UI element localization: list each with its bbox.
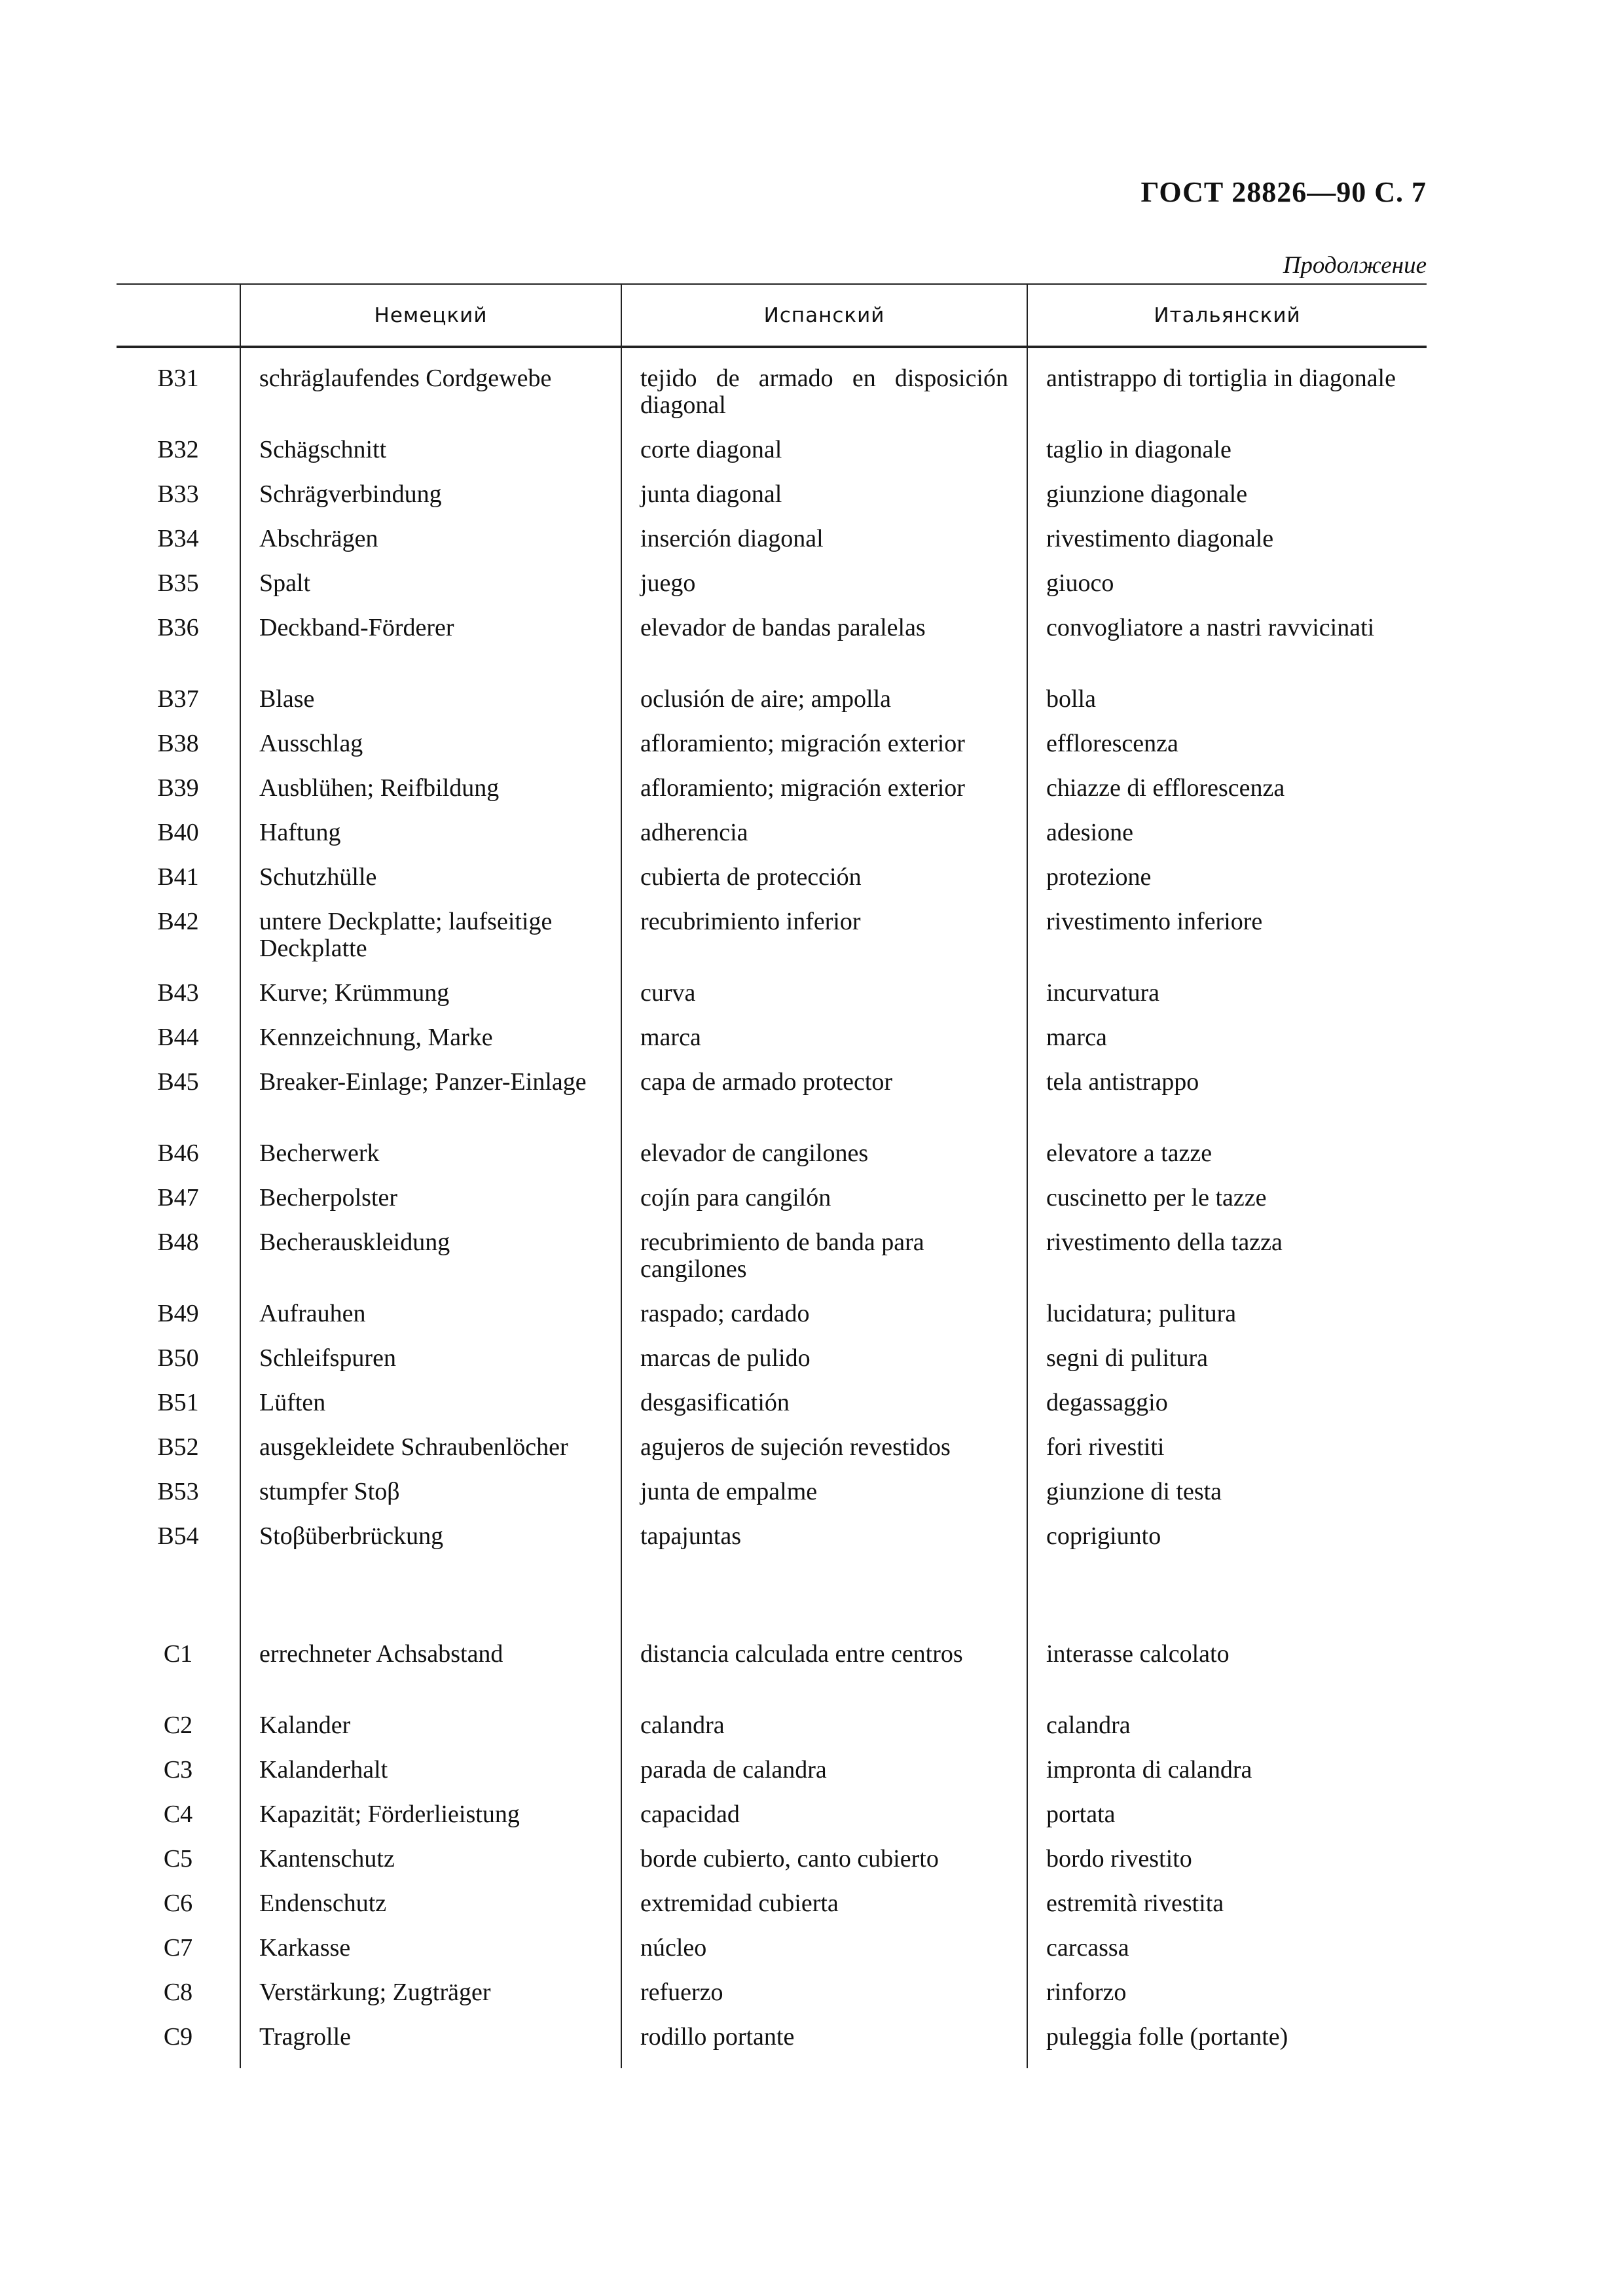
term-spanish: curva (621, 980, 1027, 1024)
term-german: untere Deckplatte; laufseitige Deckplatte (240, 908, 621, 980)
term-italian: bolla (1027, 686, 1427, 730)
table-header-row (117, 284, 1427, 347)
term-italian: interasse calcolato (1027, 1641, 1427, 1712)
table-row (117, 1846, 1427, 1890)
term-italian: rivestimento inferiore (1027, 908, 1427, 980)
table-row (117, 775, 1427, 819)
term-spanish: borde cubierto, canto cubierto (621, 1846, 1027, 1890)
term-code: B32 (157, 436, 199, 463)
term-spanish: junta diagonal (621, 481, 1027, 526)
term-code: B53 (157, 1478, 199, 1505)
table-row (117, 1801, 1427, 1846)
term-code: C1 (163, 1640, 193, 1668)
term-spanish: marcas de pulido (621, 1345, 1027, 1390)
term-italian: bordo rivestito (1027, 1846, 1427, 1890)
term-code: C7 (163, 1934, 193, 1962)
term-spanish: distancia calculada entre centros (621, 1641, 1027, 1712)
table-row (117, 819, 1427, 864)
term-code: B52 (157, 1433, 199, 1461)
table-row (117, 1390, 1427, 1434)
term-german: Kapazität; Förderlieistung (240, 1801, 621, 1846)
table-row (117, 437, 1427, 481)
term-spanish: desgasificatión (621, 1390, 1027, 1434)
table-row (117, 1434, 1427, 1479)
term-german: ausgekleidete Schraubenlöcher (240, 1434, 621, 1479)
term-italian: elevatore a tazze (1027, 1140, 1427, 1185)
term-italian: giunzione di testa (1027, 1479, 1427, 1523)
term-italian: rinforzo (1027, 1979, 1427, 2024)
table-row (117, 1890, 1427, 1935)
term-spanish: elevador de cangilones (621, 1140, 1027, 1185)
term-code: B33 (157, 480, 199, 508)
term-code: C5 (163, 1845, 193, 1873)
term-code: C3 (163, 1756, 193, 1784)
term-german: Schutzhülle (240, 864, 621, 908)
term-italian: impronta di calandra (1027, 1757, 1427, 1801)
table-row (117, 347, 1427, 437)
term-german: Kalander (240, 1712, 621, 1757)
table-row (117, 980, 1427, 1024)
term-italian: estremità rivestita (1027, 1890, 1427, 1935)
term-german: Schleifspuren (240, 1345, 621, 1390)
term-code: B41 (157, 863, 199, 891)
term-spanish: adherencia (621, 819, 1027, 864)
table-row (117, 1345, 1427, 1390)
term-german: Verstärkung; Zugträger (240, 1979, 621, 2024)
term-italian: convogliatore a nastri ravvicinati (1027, 615, 1427, 686)
term-german: Becherauskleidung (240, 1229, 621, 1300)
term-italian: portata (1027, 1801, 1427, 1846)
term-code: B43 (157, 979, 199, 1007)
term-italian: adesione (1027, 819, 1427, 864)
term-italian: antistrappo di tortiglia in diagonale (1027, 347, 1427, 437)
term-german: Schrägverbindung (240, 481, 621, 526)
term-spanish: afloramiento; migración exterior (621, 730, 1027, 775)
continuation-label: Продолжение (1283, 252, 1427, 279)
table-row (117, 864, 1427, 908)
term-spanish: juego (621, 570, 1027, 615)
table-row (117, 526, 1427, 570)
term-italian: incurvatura (1027, 980, 1427, 1024)
term-spanish: junta de empalme (621, 1479, 1027, 1523)
term-spanish: corte diagonal (621, 437, 1027, 481)
term-spanish: cubierta de protección (621, 864, 1027, 908)
term-german: Schägschnitt (240, 437, 621, 481)
term-german: Ausschlag (240, 730, 621, 775)
term-spanish: raspado; cardado (621, 1300, 1027, 1345)
term-german: Haftung (240, 819, 621, 864)
term-italian: tela antistrappo (1027, 1069, 1427, 1140)
term-german: Becherpolster (240, 1185, 621, 1229)
term-german: Stoβüberbrückung (240, 1523, 621, 1641)
term-code: C9 (163, 2023, 193, 2051)
table-row (117, 1712, 1427, 1757)
term-code: B36 (157, 614, 199, 641)
table-row (117, 1935, 1427, 1979)
term-code: B39 (157, 774, 199, 802)
column-header-italian: Итальянский (1027, 284, 1427, 347)
term-code: B34 (157, 525, 199, 552)
term-german: errechneter Achsabstand (240, 1641, 621, 1712)
table-row (117, 1140, 1427, 1185)
term-german: Spalt (240, 570, 621, 615)
term-spanish: extremidad cubierta (621, 1890, 1027, 1935)
term-code: B35 (157, 569, 199, 597)
table-row (117, 1757, 1427, 1801)
term-italian: protezione (1027, 864, 1427, 908)
table-row (117, 481, 1427, 526)
term-german: Blase (240, 686, 621, 730)
term-spanish: oclusión de aire; ampolla (621, 686, 1027, 730)
term-code: B44 (157, 1024, 199, 1051)
term-spanish: capa de armado protector (621, 1069, 1027, 1140)
term-spanish: elevador de bandas paralelas (621, 615, 1027, 686)
term-german: Ausblühen; Reifbildung (240, 775, 621, 819)
term-italian: efflorescenza (1027, 730, 1427, 775)
term-italian: rivestimento diagonale (1027, 526, 1427, 570)
term-italian: chiazze di efflorescenza (1027, 775, 1427, 819)
term-italian: taglio in diagonale (1027, 437, 1427, 481)
term-italian: degassaggio (1027, 1390, 1427, 1434)
term-spanish: refuerzo (621, 1979, 1027, 2024)
term-code: B51 (157, 1389, 199, 1416)
column-header-code (117, 284, 240, 347)
term-italian: fori rivestiti (1027, 1434, 1427, 1479)
term-code: C6 (163, 1890, 193, 1917)
term-code: B46 (157, 1139, 199, 1167)
term-german: schräglaufendes Cordgewebe (240, 347, 621, 437)
term-italian: calandra (1027, 1712, 1427, 1757)
terms-table (117, 283, 1427, 2068)
term-spanish: recubrimiento inferior (621, 908, 1027, 980)
column-header-german: Немецкий (240, 284, 621, 347)
term-italian: marca (1027, 1024, 1427, 1069)
table-row (117, 1641, 1427, 1712)
term-spanish: agujeros de sujeción revestidos (621, 1434, 1027, 1479)
term-german: Aufrauhen (240, 1300, 621, 1345)
term-spanish: núcleo (621, 1935, 1027, 1979)
term-code: C8 (163, 1979, 193, 2006)
document-header-title: ГОСТ 28826—90 С. 7 (1140, 176, 1427, 208)
column-header-spanish: Испанский (621, 284, 1027, 347)
term-code: C2 (163, 1712, 193, 1739)
term-german: Kennzeichnung, Marke (240, 1024, 621, 1069)
term-italian: coprigiunto (1027, 1523, 1427, 1641)
term-italian: carcassa (1027, 1935, 1427, 1979)
table-row (117, 730, 1427, 775)
term-italian: giunzione diagonale (1027, 481, 1427, 526)
term-german: Kalanderhalt (240, 1757, 621, 1801)
term-spanish: tejido de armado en disposición diagonal (621, 347, 1027, 437)
term-spanish: capacidad (621, 1801, 1027, 1846)
term-code: B54 (157, 1522, 199, 1550)
term-german: Abschrägen (240, 526, 621, 570)
table-row (117, 686, 1427, 730)
table-row (117, 908, 1427, 980)
term-spanish: recubrimiento de banda para cangilones (621, 1229, 1027, 1300)
term-spanish: calandra (621, 1712, 1027, 1757)
term-code: B37 (157, 685, 199, 713)
term-german: Tragrolle (240, 2024, 621, 2068)
term-german: Kantenschutz (240, 1846, 621, 1890)
term-german: Endenschutz (240, 1890, 621, 1935)
term-spanish: afloramiento; migración exterior (621, 775, 1027, 819)
term-german: Becherwerk (240, 1140, 621, 1185)
table-row (117, 1185, 1427, 1229)
term-german: Deckband-Förderer (240, 615, 621, 686)
term-code: B47 (157, 1184, 199, 1211)
term-german: Karkasse (240, 1935, 621, 1979)
term-german: Breaker-Einlage; Panzer-Einlage (240, 1069, 621, 1140)
term-italian: rivestimento della tazza (1027, 1229, 1427, 1300)
term-spanish: tapajuntas (621, 1523, 1027, 1641)
term-italian: lucidatura; pulitura (1027, 1300, 1427, 1345)
table-row (117, 615, 1427, 686)
term-spanish: cojín para cangilón (621, 1185, 1027, 1229)
term-spanish: rodillo portante (621, 2024, 1027, 2068)
table-row (117, 2024, 1427, 2068)
term-code: C4 (163, 1801, 193, 1828)
table-row (117, 1024, 1427, 1069)
term-german: Lüften (240, 1390, 621, 1434)
term-german: stumpfer Stoβ (240, 1479, 621, 1523)
table-row (117, 1523, 1427, 1641)
table-row (117, 1229, 1427, 1300)
term-code: B49 (157, 1300, 199, 1327)
term-spanish: parada de calandra (621, 1757, 1027, 1801)
term-code: B42 (157, 908, 199, 935)
term-code: B45 (157, 1068, 199, 1096)
table-row (117, 570, 1427, 615)
term-code: B48 (157, 1229, 199, 1256)
table-row (117, 1069, 1427, 1140)
term-spanish: inserción diagonal (621, 526, 1027, 570)
term-italian: segni di pulitura (1027, 1345, 1427, 1390)
term-code: B38 (157, 730, 199, 757)
table-row (117, 1479, 1427, 1523)
table-row (117, 1979, 1427, 2024)
term-code: B40 (157, 819, 199, 846)
term-italian: cuscinetto per le tazze (1027, 1185, 1427, 1229)
table-row (117, 1300, 1427, 1345)
term-code: B50 (157, 1344, 199, 1372)
term-italian: puleggia folle (portante) (1027, 2024, 1427, 2068)
term-italian: giuoco (1027, 570, 1427, 615)
term-spanish: marca (621, 1024, 1027, 1069)
term-code: B31 (157, 365, 199, 392)
term-german: Kurve; Krümmung (240, 980, 621, 1024)
